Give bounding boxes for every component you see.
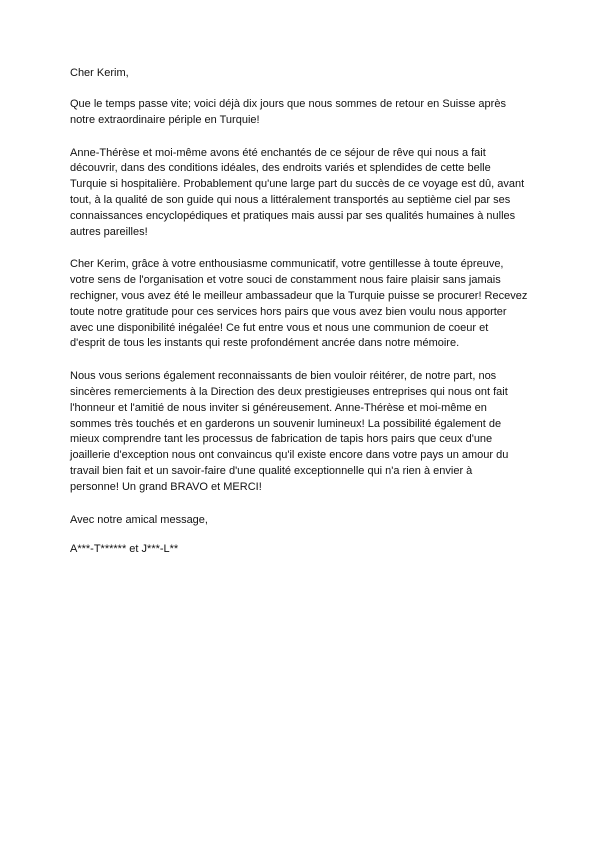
paragraph-line: découvrir, dans des conditions idéales, des endroits variés et splendides de cette belle [70, 162, 491, 175]
paragraph-line: Cher Kerim, grâce à votre enthousiasme communicatif, votre gentillesse à toute épreuve, [70, 258, 504, 271]
paragraph-line: sincères remerciements à la Direction des deux prestigieuses entreprises qui nous ont fait [70, 385, 508, 398]
paragraph-line: d'esprit de tous les instants qui reste profondément ancrée dans notre mémoire. [70, 337, 460, 350]
paragraph-line: l'honneur et l'amitié de nous inviter si généreusement. Anne-Thérèse et moi-même en [70, 401, 487, 414]
paragraph-line: autres pareilles! [70, 225, 148, 238]
letter-body [70, 66, 540, 558]
paragraph-line: notre extraordinaire périple en Turquie! [70, 113, 260, 126]
paragraph-line: personne! Un grand BRAVO et MERCI! [70, 480, 262, 493]
letter-signature: A***-T****** et J***-L** [70, 543, 179, 556]
paragraph-gratitude [70, 257, 540, 352]
paragraph-line: mieux comprendre tant les processus de fabrication de tapis hors pairs que ceux d'une [70, 433, 493, 446]
letter-greeting: Cher Kerim, [70, 67, 129, 79]
paragraph-line: joaillerie d'exception nous ont convaincus qu'il existe encore dans votre pays un amour du [70, 449, 509, 462]
paragraph-line: Anne-Thérèse et moi-même avons été enchantés de ce séjour de rêve qui nous a fait [70, 146, 486, 159]
letter-closing: Avec notre amical message, [70, 513, 208, 526]
paragraph-return-from-turkey [70, 97, 540, 129]
paragraph-line: rechigner, vous avez été le meilleur ambassadeur que la Turquie puisse se procurer! Recevez [70, 289, 528, 302]
paragraph-line: avec une disponibilité inégalée! Ce fut entre vous et nous une communion de coeur et [70, 321, 489, 334]
paragraph-line: connaissances encyclopédiques et pratiques mais aussi par ses qualités humaines à nulles [70, 209, 516, 222]
paragraph-line: Que le temps passe vite; voici déjà dix jours que nous sommes de retour en Suisse après [70, 98, 506, 110]
paragraph-stay-and-guide [70, 146, 540, 241]
paragraph-line: votre sens de l'organisation et votre souci de constamment nous faire plaisir sans jamais [70, 274, 501, 287]
paragraph-line: tout, à la qualité de son guide qui nous a littéralement transportés au septième ciel par ses [70, 193, 511, 206]
paragraph-line: toute notre gratitude pour ces services hors pairs que vous avez bien voulu nous apporter [70, 305, 507, 318]
paragraph-line: Nous vous serions également reconnaissants de bien vouloir réitérer, de notre part, nos [70, 370, 497, 383]
paragraph-line: sommes très touchés et en garderons un souvenir lumineux! La possibilité également de [70, 417, 502, 430]
paragraph-line: travail bien fait et un savoir-faire d'une qualité exceptionnelle qui n'a rien à envier à [70, 464, 473, 477]
paragraph-thanks-to-direction [70, 369, 540, 495]
paragraph-line: Turquie si hospitalière. Probablement qu'une large part du succès de ce voyage est dû, avant [70, 178, 525, 191]
